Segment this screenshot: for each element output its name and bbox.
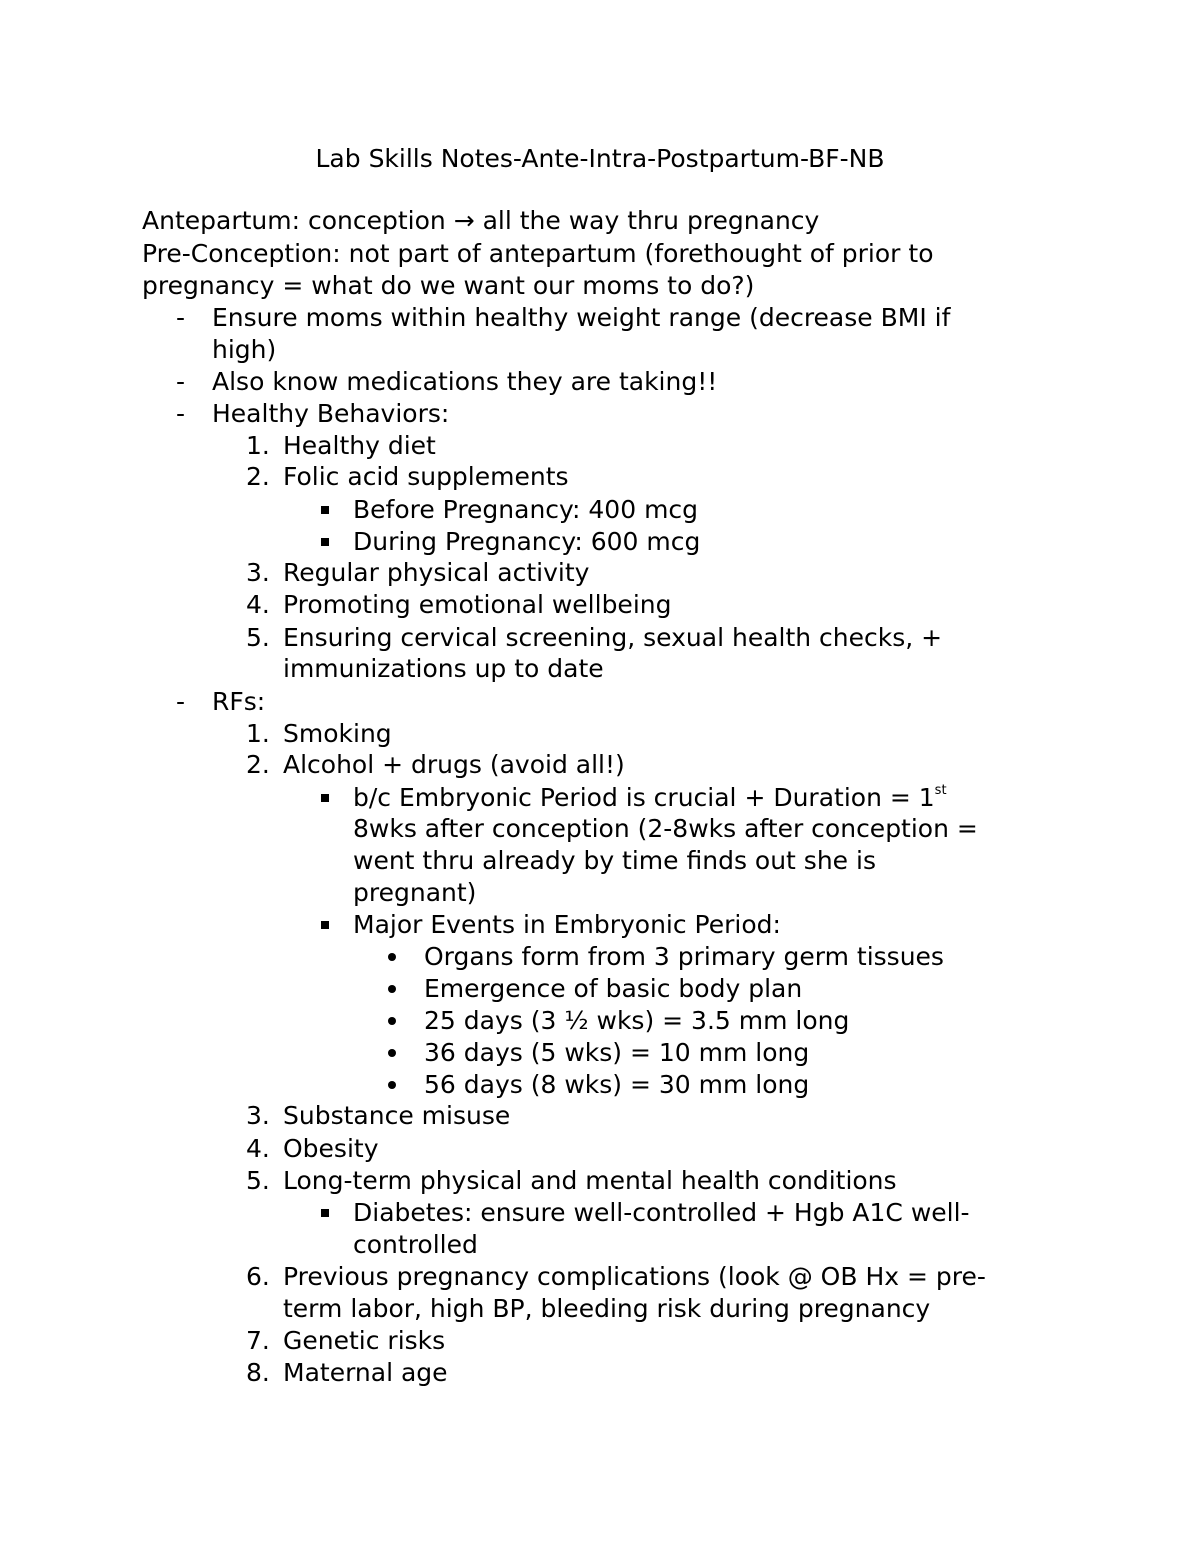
- list-item-cont: high): [212, 335, 277, 364]
- list-number: 8.: [246, 1358, 270, 1387]
- arrow-right-icon: →: [453, 206, 475, 235]
- list-number: 5.: [246, 1166, 270, 1195]
- list-number: 4.: [246, 1134, 270, 1163]
- square-bullet-icon: [321, 1209, 329, 1217]
- list-item-cont: term labor, high BP, bleeding risk during pregnancy: [283, 1294, 931, 1323]
- preconception-line: Pre-Conception: not part of antepartum (forethought of prior to: [142, 239, 934, 268]
- sub-sub-list-item: 36 days (5 wks) = 10 mm long: [424, 1038, 810, 1067]
- list-number: 1.: [246, 431, 270, 460]
- dash-marker: -: [176, 687, 186, 716]
- list-number: 7.: [246, 1326, 270, 1355]
- sub-list-item: Diabetes: ensure well-controlled + Hgb A1C well-: [353, 1198, 970, 1227]
- round-bullet-icon: [388, 1017, 396, 1025]
- round-bullet-icon: [388, 953, 396, 961]
- dash-marker: -: [176, 399, 186, 428]
- sub-list-item-cont: 8wks after conception (2-8wks after conception =: [353, 814, 978, 843]
- sub-list-item: Major Events in Embryonic Period:: [353, 910, 781, 939]
- list-item: Promoting emotional wellbeing: [283, 590, 672, 619]
- list-item: Previous pregnancy complications (look @ OB Hx = pre-: [283, 1262, 986, 1291]
- sub-list-item: Before Pregnancy: 400 mcg: [353, 495, 699, 524]
- list-number: 4.: [246, 590, 270, 619]
- list-item: Long-term physical and mental health conditions: [283, 1166, 897, 1195]
- sub-list-item: During Pregnancy: 600 mcg: [353, 527, 701, 556]
- dash-marker: -: [176, 303, 186, 332]
- list-item: Maternal age: [283, 1358, 448, 1387]
- list-item-cont: immunizations up to date: [283, 654, 604, 683]
- list-item: Genetic risks: [283, 1326, 446, 1355]
- antepartum-line: [142, 205, 819, 237]
- round-bullet-icon: [388, 985, 396, 993]
- sub-list-item-cont: pregnant): [353, 878, 477, 907]
- square-bullet-icon: [321, 921, 329, 929]
- antepartum-text: Antepartum: conception: [142, 206, 454, 235]
- list-item: Obesity: [283, 1134, 379, 1163]
- list-item: Folic acid supplements: [283, 462, 569, 491]
- preconception-line-cont: pregnancy = what do we want our moms to do?): [142, 271, 755, 300]
- list-item: Smoking: [283, 719, 392, 748]
- list-heading: Healthy Behaviors:: [212, 399, 450, 428]
- sub-sub-list-item: 25 days (3 ½ wks) = 3.5 mm long: [424, 1006, 850, 1035]
- superscript: st: [934, 783, 947, 798]
- list-item: Ensuring cervical screening, sexual health checks, +: [283, 623, 943, 652]
- sub-sub-list-item: Organs form from 3 primary germ tissues: [424, 942, 944, 971]
- list-number: 3.: [246, 1101, 270, 1130]
- sub-list-item-cont: controlled: [353, 1230, 478, 1259]
- embryonic-text: b/c Embryonic Period is crucial + Duration = 1: [353, 783, 935, 812]
- square-bullet-icon: [321, 506, 329, 514]
- list-number: 2.: [246, 750, 270, 779]
- dash-marker: -: [176, 367, 186, 396]
- list-item: Ensure moms within healthy weight range (decrease BMI if: [212, 303, 951, 332]
- sub-sub-list-item: Emergence of basic body plan: [424, 974, 803, 1003]
- sub-list-item-cont: went thru already by time finds out she is: [353, 846, 876, 875]
- square-bullet-icon: [321, 538, 329, 546]
- list-item: Substance misuse: [283, 1101, 511, 1130]
- list-number: 3.: [246, 558, 270, 587]
- list-number: 6.: [246, 1262, 270, 1291]
- antepartum-text-end: all the way thru pregnancy: [474, 206, 820, 235]
- round-bullet-icon: [388, 1081, 396, 1089]
- square-bullet-icon: [321, 794, 329, 802]
- list-item: Also know medications they are taking!!: [212, 367, 718, 396]
- list-item: Healthy diet: [283, 431, 436, 460]
- round-bullet-icon: [388, 1049, 396, 1057]
- list-item: Regular physical activity: [283, 558, 590, 587]
- document-title: Lab Skills Notes-Ante-Intra-Postpartum-BF-NB: [315, 144, 885, 173]
- list-number: 2.: [246, 462, 270, 491]
- list-item: Alcohol + drugs (avoid all!): [283, 750, 625, 779]
- list-heading: RFs:: [212, 687, 266, 716]
- list-number: 5.: [246, 623, 270, 652]
- sub-sub-list-item: 56 days (8 wks) = 30 mm long: [424, 1070, 810, 1099]
- list-number: 1.: [246, 719, 270, 748]
